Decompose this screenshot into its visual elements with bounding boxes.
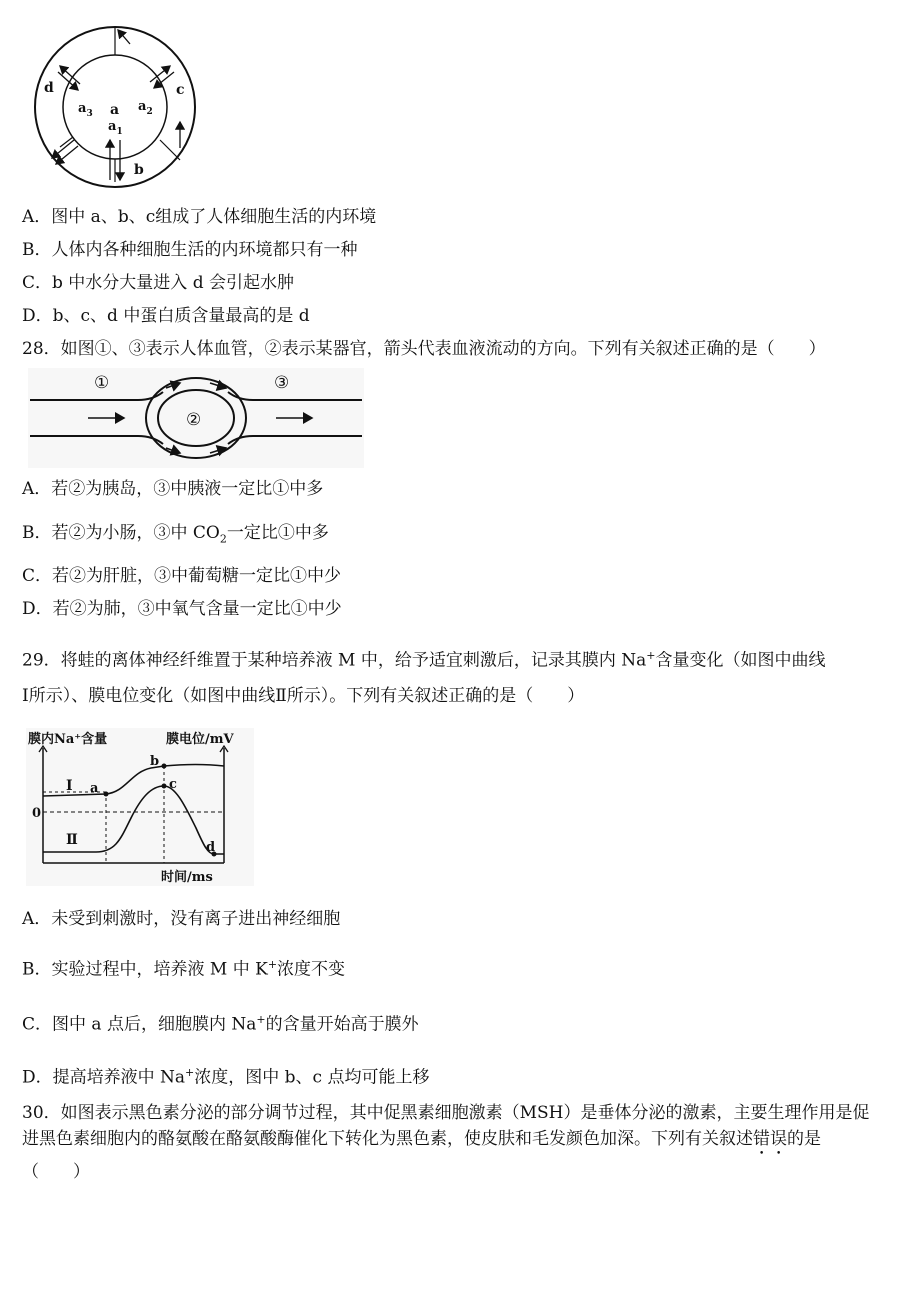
point-b-label: b (150, 754, 160, 769)
label-a: a (110, 102, 120, 118)
q29-option-c: C．图中 a 点后，细胞膜内 Na+的含量开始高于膜外 (22, 1013, 419, 1035)
vessel-label-3: ③ (274, 373, 290, 393)
organ-label-2: ② (186, 410, 202, 430)
label-d: d (44, 80, 54, 96)
q29-stem-line2: Ⅰ所示）、膜电位变化（如图中曲线Ⅱ所示）。下列有关叙述正确的是（ ） (22, 686, 585, 706)
q28-stem: 28．如图①、③表示人体血管，②表示某器官，箭头代表血液流动的方向。下列有关叙述正确的是（ ） (22, 339, 826, 359)
q29-option-b: B．实验过程中，培养液 M 中 K+浓度不变 (22, 958, 346, 980)
q29-option-d: D．提高培养液中 Na+浓度，图中 b、c 点均可能上移 (22, 1066, 430, 1088)
vessel-label-1: ① (94, 373, 110, 393)
emphasis-word: 错误 (753, 1129, 787, 1149)
q27-option-c: C．b 中水分大量进入 d 会引起水肿 (22, 273, 294, 293)
label-a2: $a_2$ (138, 99, 153, 117)
label-a3: $a_3$ (78, 101, 93, 119)
body-fluid-diagram (30, 22, 200, 192)
label-b: b (134, 162, 144, 178)
q28-option-d: D．若②为肺，③中氧气含量一定比①中少 (22, 599, 342, 619)
q29-option-a: A．未受到刺激时，没有离子进出神经细胞 (22, 909, 341, 929)
q30-stem: 30．如图表示黑色素分泌的部分调节过程，其中促黑素细胞激素（MSH）是垂体分泌的激素，主要生理作用是促进黑色素细胞内的酪氨酸在酪氨酸酶催化下转化为黑色素，使皮肤和毛发颜色加深。下列有关叙述错误的是（ ） (22, 1103, 870, 1182)
label-a1: $a_1$ (108, 119, 123, 137)
membrane-potential-chart (26, 728, 254, 886)
label-c: c (176, 82, 185, 98)
point-c-label: c (169, 777, 177, 792)
y-left-axis-label: 膜内Na⁺含量 (28, 732, 108, 747)
q27-option-d: D．b、c、d 中蛋白质含量最高的是 d (22, 306, 310, 326)
curve-1-label: Ⅰ (66, 778, 73, 794)
point-d-label: d (206, 840, 216, 855)
q28-option-a: A．若②为胰岛，③中胰液一定比①中多 (22, 479, 324, 499)
y-right-axis-label: 膜电位/mV (166, 732, 234, 747)
q27-option-b: B．人体内各种细胞生活的内环境都只有一种 (22, 240, 358, 260)
q28-option-b: B．若②为小肠，③中 $CO_2$一定比①中多 (22, 523, 329, 546)
q29-stem-line1: 29．将蛙的离体神经纤维置于某种培养液 M 中，给予适宜刺激后，记录其膜内 Na+含量变化（如图中曲线 (22, 649, 826, 671)
blood-vessel-diagram (28, 368, 364, 468)
q27-option-a: A．图中 a、b、c组成了人体细胞生活的内环境 (22, 207, 377, 227)
zero-tick: 0 (32, 806, 42, 821)
x-axis-label: 时间/ms (161, 870, 213, 885)
point-a-label: a (90, 781, 99, 796)
q28-option-c: C．若②为肝脏，③中葡萄糖一定比①中少 (22, 566, 342, 586)
curve-2-label: Ⅱ (66, 832, 78, 848)
